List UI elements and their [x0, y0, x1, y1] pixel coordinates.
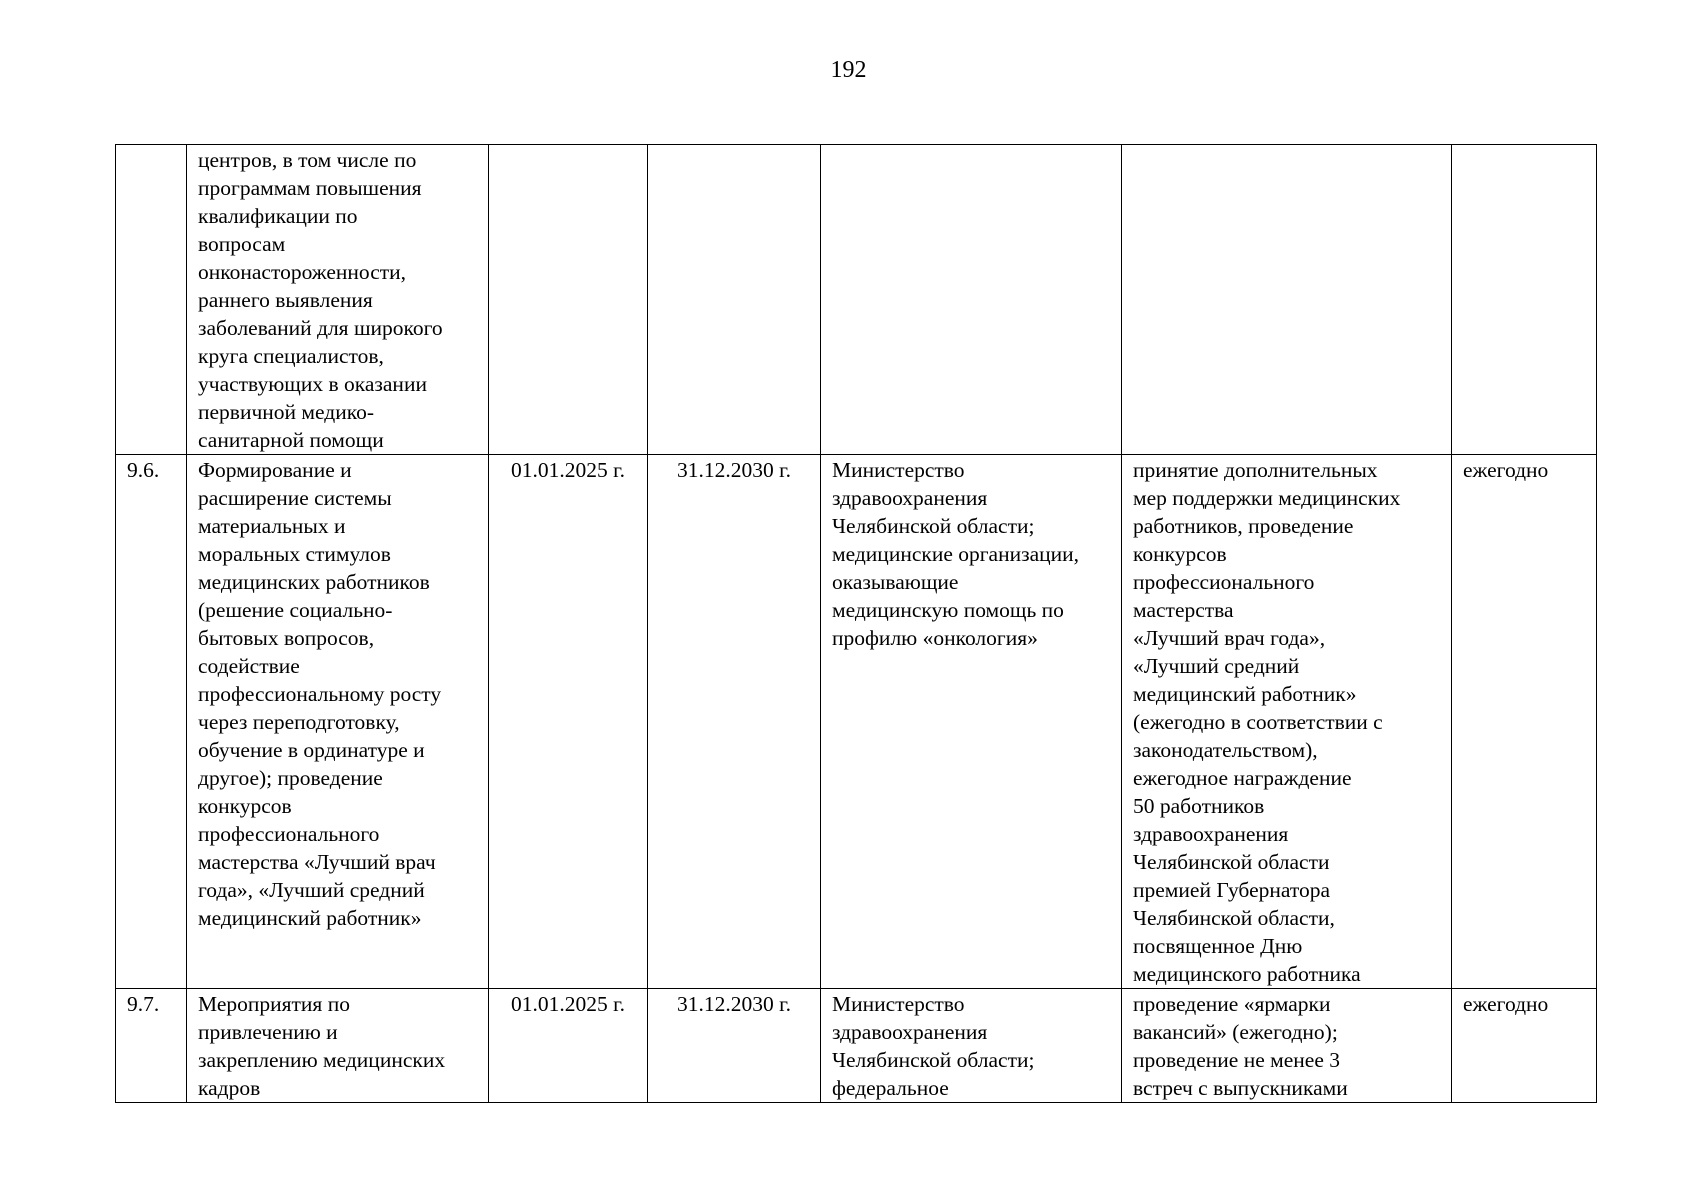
start-date-cell: 01.01.2025 г.: [489, 989, 648, 1103]
activity-cell: Формирование и расширение системы материальных и моральных стимулов медицинских работников (решение социально- бытовых вопросов, содействие профессиональному росту через переподготовку, обучение в ординатуре и другое); проведение конкурсов профессионального мастерства «Лучший врач года», «Лучший средний медицинский работник»: [187, 455, 489, 989]
result-cell: принятие дополнительных мер поддержки медицинских работников, проведение конкурсов профессионального мастерства «Лучший врач года», «Лучший средний медицинский работник» (ежегодно в соответствии с законодательством), ежегодное награждение 50 работников здравоохранения Челябинской области премией Губернатора Челябинской области, посвященное Дню медицинского работника: [1122, 455, 1452, 989]
frequency-cell: [1452, 145, 1597, 455]
activity-cell: Мероприятия по привлечению и закреплению медицинских кадров: [187, 989, 489, 1103]
responsible-cell: [821, 145, 1122, 455]
end-date-cell: [648, 145, 821, 455]
end-date-cell: 31.12.2030 г.: [648, 455, 821, 989]
responsible-cell: Министерство здравоохранения Челябинской области; медицинские организации, оказывающие медицинскую помощь по профилю «онкология»: [821, 455, 1122, 989]
table-row: [116, 989, 1597, 1103]
end-date-cell: 31.12.2030 г.: [648, 989, 821, 1103]
activity-cell: центров, в том числе по программам повышения квалификации по вопросам онконастороженности, раннего выявления заболеваний для широкого круга специалистов, участвующих в оказании первичной медико- санитарной помощи: [187, 145, 489, 455]
frequency-cell: ежегодно: [1452, 455, 1597, 989]
row-number-cell: 9.7.: [116, 989, 187, 1103]
start-date-cell: [489, 145, 648, 455]
result-cell: проведение «ярмарки вакансий» (ежегодно); проведение не менее 3 встреч с выпускниками: [1122, 989, 1452, 1103]
responsible-cell: Министерство здравоохранения Челябинской области; федеральное: [821, 989, 1122, 1103]
row-number-cell: 9.6.: [116, 455, 187, 989]
result-cell: [1122, 145, 1452, 455]
frequency-cell: ежегодно: [1452, 989, 1597, 1103]
page-number: 192: [830, 57, 867, 83]
table-row: [116, 455, 1597, 989]
activities-table: [115, 144, 1597, 1103]
start-date-cell: 01.01.2025 г.: [489, 455, 648, 989]
row-number-cell: [116, 145, 187, 455]
table-row: [116, 145, 1597, 455]
